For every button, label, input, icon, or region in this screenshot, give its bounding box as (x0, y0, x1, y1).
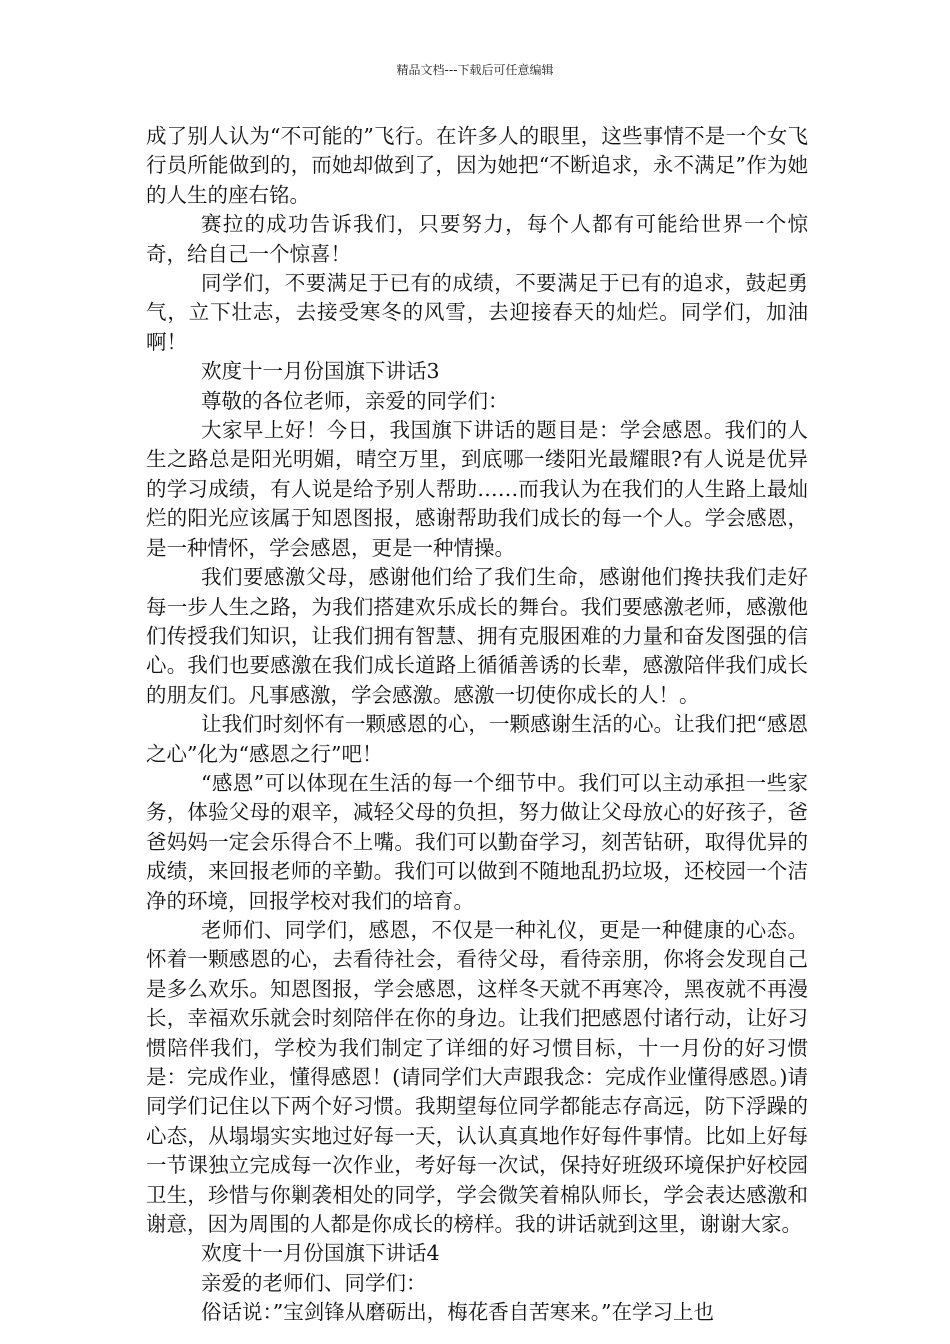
paragraph: 赛拉的成功告诉我们，只要努力，每个人都有可能给世界一个惊奇，给自己一个惊喜！ (146, 212, 808, 266)
document-body (146, 122, 808, 1328)
salutation: 亲爱的老师们、同学们： (201, 1270, 427, 1295)
page-header: 精品文档---下载后可任意编辑 (396, 63, 554, 77)
paragraph: 我们要感激父母，感谢他们给了我们生命，感谢他们搀扶我们走好每一步人生之路，为我们搭建欢乐成长的舞台。我们要感激老师，感激他们传授我们知识，让我们拥有智慧、拥有克服困难的力量和奋发图强的信心。我们也要感激在我们成长道路上循循善诱的长辈，感激陪伴我们成长的朋友们。凡事感激，学会感激。感激一切使你成长的人！。 (146, 565, 808, 707)
salutation: 尊敬的各位老师，亲爱的同学们： (201, 388, 509, 413)
paragraph: 大家早上好！今日，我国旗下讲话的题目是：学会感恩。我们的人生之路总是阳光明媚，晴空万里，到底哪一缕阳光最耀眼?有人说是优异的学习成绩，有人说是给予别人帮助……而我认为在我们的人生路上最灿烂的阳光应该属于知恩图报，感谢帮助我们成长的每一个人。学会感恩，是一种情怀，学会感恩，更是一种情操。 (146, 418, 808, 560)
paragraph: 老师们、同学们，感恩，不仅是一种礼仪，更是一种健康的心态。怀着一颗感恩的心，去看待社会，看待父母，看待亲朋，你将会发现自己是多么欢乐。知恩图报，学会感恩，这样冬天就不再寒冷，黑夜就不再漫长，幸福欢乐就会时刻陪伴在你的身边。让我们把感恩付诸行动，让好习惯陪伴我们，学校为我们制定了详细的好习惯目标，十一月份的好习惯是：完成作业，懂得感恩！(请同学们大声跟我念：完成作业懂得感恩。)请同学们记住以下两个好习惯。我期望每位同学都能志存高远，防下浮躁的心态，从塌塌实实地过好每一天，认认真真地作好每件事情。比如上好每一节课独立完成每一次作业，考好每一次试，保持好班级环境保护好校园卫生，珍惜与你剿袭相处的同学，学会微笑着棉队师长，学会表达感激和谢意，因为周围的人都是你成长的榜样。我的讲话就到这里，谢谢大家。 (146, 917, 808, 1237)
section-heading: 欢度十一月份国旗下讲话4 (201, 1241, 440, 1266)
section-heading: 欢度十一月份国旗下讲话3 (201, 359, 440, 384)
paragraph: 俗话说：”宝剑锋从磨砺出，梅花香自苦寒来。”在学习上也 (201, 1300, 714, 1325)
paragraph: 同学们，不要满足于已有的成绩，不要满足于已有的追求，鼓起勇气，立下壮志，去接受寒冬的风雪，去迎接春天的灿烂。同学们，加油啊！ (146, 271, 808, 354)
paragraph: “感恩”可以体现在生活的每一个细节中。我们可以主动承担一些家务，体验父母的艰辛，减轻父母的负担，努力做让父母放心的好孩子，爸爸妈妈一定会乐得合不上嘴。我们可以勤奋学习，刻苦钻研，取得优异的成绩，来回报老师的辛勤。我们可以做到不随地乱扔垃圾，还校园一个洁净的环境，回报学校对我们的培育。 (146, 770, 808, 913)
paragraph: 成了别人认为“不可能的”飞行。在许多人的眼里，这些事情不是一个女飞行员所能做到的，而她却做到了，因为她把“不断追求，永不满足”作为她的人生的座右铭。 (146, 124, 808, 207)
paragraph: 让我们时刻怀有一颗感恩的心，一颗感谢生活的心。让我们把“感恩之心”化为“感恩之行”吧！ (146, 712, 808, 766)
